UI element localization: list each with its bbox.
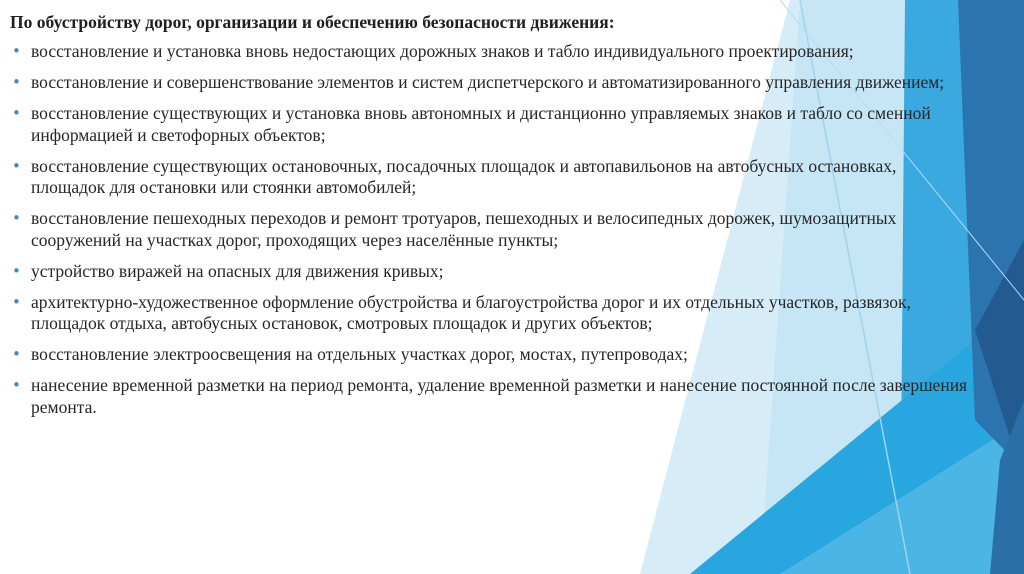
list-item-text: восстановление и установка вновь недостающих дорожных знаков и табло индивидуального проектирования; [31, 41, 854, 61]
list-item [10, 261, 975, 283]
slide-heading: По обустройству дорог, организации и обеспечению безопасности движения: [10, 12, 615, 32]
list-item-text: восстановление электроосвещения на отдельных участках дорог, мостах, путепроводах; [31, 344, 688, 364]
bullet-icon: • [12, 261, 21, 280]
list-item [10, 292, 975, 335]
bullet-icon: • [12, 209, 21, 227]
bullet-icon: • [12, 42, 21, 60]
list-item [10, 156, 975, 199]
list-item-text: восстановление существующих и установка вновь автономных и дистанционно управляемых знаков и табло со сменной информацией и светофорных объектов; [31, 103, 931, 145]
list-item-text: нанесение временной разметки на период ремонта, удаление временной разметки и нанесение постоянной после завершения ремонта. [31, 375, 968, 417]
list-item [10, 208, 975, 251]
bullet-icon: • [12, 345, 21, 363]
bullet-icon: • [12, 376, 21, 394]
list-item [10, 103, 975, 146]
list-item [10, 41, 975, 63]
bullet-list [10, 41, 975, 418]
list-item-text: восстановление и совершенствование элементов и систем диспетчерского и автоматизированного управления движением; [31, 72, 945, 92]
slide-content [10, 12, 975, 428]
list-item-text: восстановление пешеходных переходов и ремонт тротуаров, пешеходных и велосипедных дорожек, шумозащитных сооружений на участках дорог, проходящих через населённые пункты; [31, 208, 897, 250]
bullet-icon: • [12, 156, 21, 175]
bullet-icon: • [12, 73, 21, 91]
list-item [10, 375, 975, 418]
bullet-icon: • [12, 104, 21, 122]
list-item [10, 344, 975, 366]
list-item-text: восстановление существующих остановочных, посадочных площадок и автопавильонов на автобусных остановках, площадок для остановки или стоянки автомобилей; [31, 155, 897, 197]
list-item [10, 72, 975, 94]
list-item-text: устройство виражей на опасных для движения кривых; [31, 260, 444, 281]
bullet-icon: • [12, 292, 21, 311]
list-item-text: архитектурно-художественное оформление обустройства и благоустройства дорог и их отдельных участков, развязок, площадок отдыха, автобусных остановок, смотровых площадок и других объектов; [31, 291, 911, 333]
